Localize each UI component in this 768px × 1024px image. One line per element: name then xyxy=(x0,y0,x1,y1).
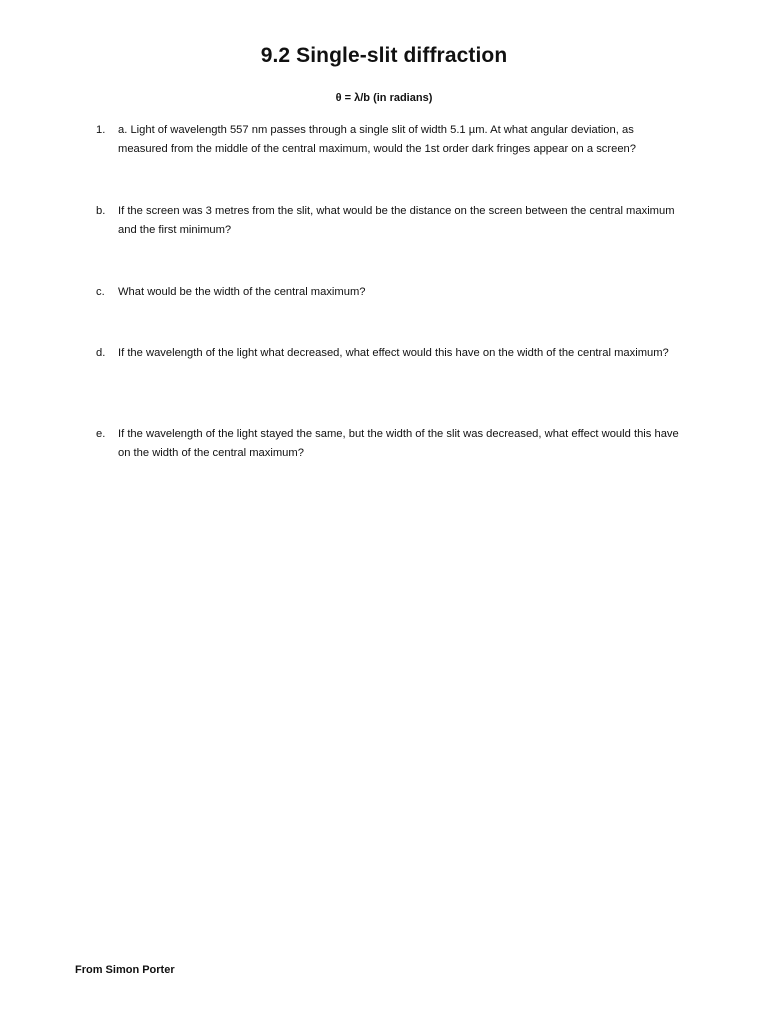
question-text: If the wavelength of the light stayed the same, but the width of the slit was decreased, what effect would this have on the width of the central maximum? xyxy=(118,428,679,459)
question-text: a. Light of wavelength 557 nm passes through a single slit of width 5.1 µm. At what angular deviation, as measured from the middle of the central maximum, would the 1st order dark fringes appear on a screen? xyxy=(118,124,636,155)
question-marker: e. xyxy=(96,428,106,440)
question-1a xyxy=(96,121,686,158)
question-text: What would be the width of the central maximum? xyxy=(118,286,366,298)
question-1c xyxy=(96,283,686,302)
question-text: If the screen was 3 metres from the slit, what would be the distance on the screen between the central maximum and the first minimum? xyxy=(118,205,675,236)
question-marker: c. xyxy=(96,286,105,298)
question-text: If the wavelength of the light what decreased, what effect would this have on the width of the central maximum? xyxy=(118,347,669,359)
footer-credit: From Simon Porter xyxy=(75,964,175,976)
question-1d xyxy=(96,344,686,363)
question-1e xyxy=(96,425,686,462)
question-1b xyxy=(96,202,686,239)
question-marker: 1. xyxy=(96,124,106,136)
formula: θ = λ/b (in radians) xyxy=(335,92,433,104)
question-marker: b. xyxy=(96,205,106,217)
question-marker: d. xyxy=(96,347,106,359)
page-title: 9.2 Single-slit diffraction xyxy=(260,44,508,67)
